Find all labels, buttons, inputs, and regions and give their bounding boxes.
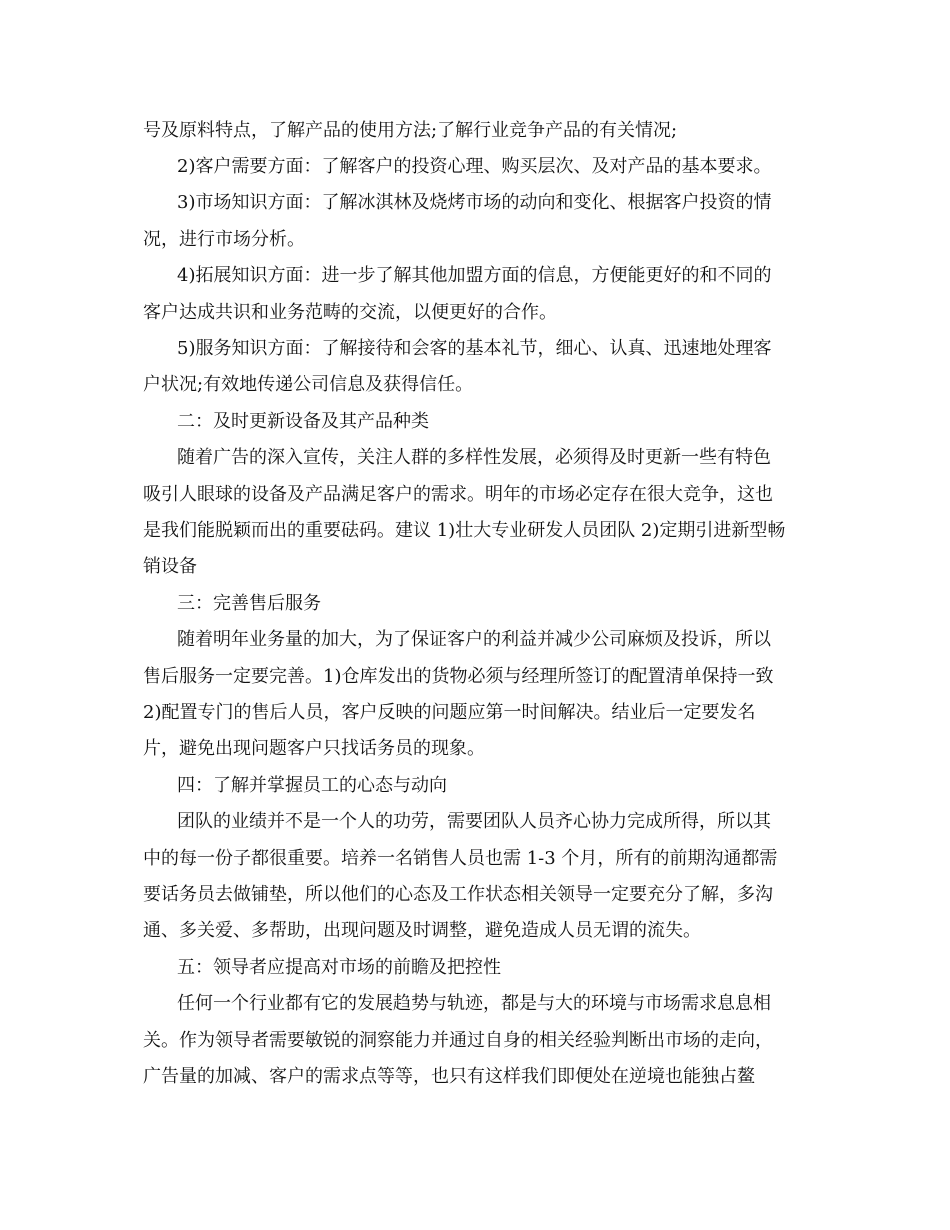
text-line: 户状况;有效地传递公司信息及获得信任。 bbox=[143, 374, 474, 395]
text-line: 客户达成共识和业务范畴的交流，以便更好的合作。 bbox=[143, 302, 557, 323]
text-line: 通、多关爱、多帮助，出现问题及时调整，避免造成人员无谓的流失。 bbox=[143, 920, 701, 941]
text-line: 广告量的加减、客户的需求点等等，也只有这样我们即便处在逆境也能独占鳌 bbox=[143, 1066, 755, 1087]
text-line: 随着广告的深入宣传，关注人群的多样性发展，必须得及时更新一些有特色 bbox=[177, 447, 771, 468]
text-line: 要话务员去做铺垫，所以他们的心态及工作状态相关领导一定要充分了解，多沟 bbox=[143, 884, 773, 905]
section-heading: 五：领导者应提高对市场的前瞻及把控性 bbox=[177, 957, 501, 978]
text-line: 3)市场知识方面：了解冰淇林及烧烤市场的动向和变化、根据客户投资的情 bbox=[177, 192, 772, 213]
text-line: 2)配置专门的售后人员，客户反映的问题应第一时间解决。结业后一定要发名 bbox=[143, 702, 756, 723]
text-line: 5)服务知识方面：了解接待和会客的基本礼节，细心、认真、迅速地处理客 bbox=[177, 338, 772, 359]
section-heading: 二：及时更新设备及其产品种类 bbox=[177, 411, 429, 432]
text-line: 4)拓展知识方面：进一步了解其他加盟方面的信息，方便能更好的和不同的 bbox=[177, 265, 772, 286]
text-line: 关。作为领导者需要敏锐的洞察能力并通过自身的相关经验判断出市场的走向， bbox=[143, 1030, 773, 1051]
text-line: 号及原料特点，了解产品的使用方法;了解行业竞争产品的有关情况; bbox=[143, 120, 678, 141]
section-heading: 三：完善售后服务 bbox=[177, 593, 321, 614]
section-heading: 四：了解并掌握员工的心态与动向 bbox=[177, 775, 447, 796]
text-line: 随着明年业务量的加大，为了保证客户的利益并减少公司麻烦及投诉，所以 bbox=[177, 629, 771, 650]
text-line: 吸引人眼球的设备及产品满足客户的需求。明年的市场必定存在很大竞争，这也 bbox=[143, 484, 773, 505]
text-line: 况，进行市场分析。 bbox=[143, 229, 305, 250]
text-line: 团队的业绩并不是一个人的功劳，需要团队人员齐心协力完成所得，所以其 bbox=[177, 811, 771, 832]
text-line: 销设备 bbox=[143, 556, 197, 577]
text-line: 任何一个行业都有它的发展趋势与轨迹，都是与大的环境与市场需求息息相 bbox=[177, 993, 771, 1014]
text-line: 2)客户需要方面：了解客户的投资心理、购买层次、及对产品的基本要求。 bbox=[177, 156, 772, 177]
text-line: 片，避免出现问题客户只找话务员的现象。 bbox=[143, 738, 485, 759]
text-line: 中的每一份子都很重要。培养一名销售人员也需 1-3 个月，所有的前期沟通都需 bbox=[143, 848, 778, 869]
text-line: 是我们能脱颖而出的重要砝码。建议 1)壮大专业研发人员团队 2)定期引进新型畅 bbox=[143, 520, 786, 541]
text-line: 售后服务一定要完善。1)仓库发出的货物必须与经理所签订的配置清单保持一致 bbox=[143, 666, 774, 687]
